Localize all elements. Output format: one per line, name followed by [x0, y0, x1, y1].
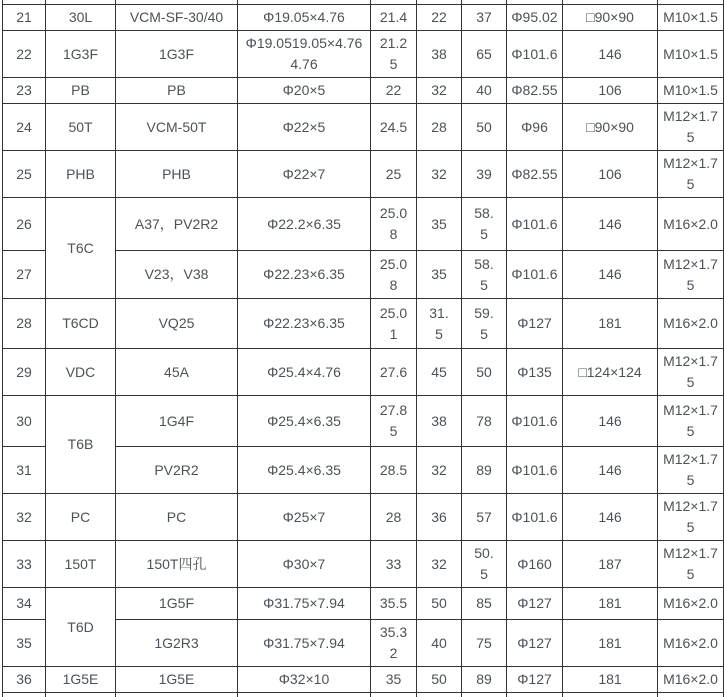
table-cell: 50.5 [462, 541, 507, 588]
table-row [3, 541, 724, 588]
table-cell: Φ25.4×6.35 [238, 396, 371, 447]
table-cell: 50 [417, 588, 462, 620]
table-cell: Φ127 [507, 667, 563, 693]
table-cell: 106 [563, 78, 658, 104]
table-row [3, 78, 724, 104]
table-cell: 106 [563, 151, 658, 198]
table-row [3, 349, 724, 396]
table-cell-empty [46, 693, 116, 697]
table-cell: Φ127 [507, 299, 563, 349]
table-cell: VCM-SF-30/40 [116, 5, 238, 31]
table-cell: Φ19.05×4.76 [238, 5, 371, 31]
table-cell: 35 [417, 198, 462, 251]
table-cell: M10×1.5 [658, 5, 724, 31]
table-cell: 28.5 [371, 447, 417, 494]
table-cell: 22 [3, 31, 46, 78]
table-cell: Φ101.6 [507, 251, 563, 299]
table-cell: Φ22.23×6.35 [238, 299, 371, 349]
table-cell: Φ160 [507, 541, 563, 588]
table-row [3, 396, 724, 447]
table-row [3, 494, 724, 541]
table-cell: Φ101.6 [507, 198, 563, 251]
table-cell: 27 [3, 251, 46, 299]
table-cell: 50 [462, 349, 507, 396]
table-cell: 37 [462, 5, 507, 31]
table-cell: 75 [462, 620, 507, 667]
table-cell: Φ127 [507, 620, 563, 667]
table-cell: M12×1.75 [658, 251, 724, 299]
table-cell: Φ19.0519.05×4.764.76 [238, 31, 371, 78]
table-cell: 28 [3, 299, 46, 349]
table-cell: 1G5F [116, 588, 238, 620]
table-cell: VQ25 [116, 299, 238, 349]
table-cell: 31.5 [417, 299, 462, 349]
table-cell: □124×124 [563, 349, 658, 396]
table-row [3, 31, 724, 78]
table-row [3, 198, 724, 251]
table-cell: 1G3F [46, 31, 116, 78]
table-cell: PC [46, 494, 116, 541]
table-cell: M16×2.0 [658, 198, 724, 251]
table-cell: M12×1.75 [658, 104, 724, 151]
table-cell: Φ22.23×6.35 [238, 251, 371, 299]
table-cell: Φ82.55 [507, 78, 563, 104]
table-cell: 21.25 [371, 31, 417, 78]
table-cell: T6D [46, 588, 116, 667]
table-cell: 38 [417, 396, 462, 447]
table-cell: 36 [417, 494, 462, 541]
table-cell-empty [417, 693, 462, 697]
table-cell: 25.08 [371, 251, 417, 299]
table-cell: 36 [3, 667, 46, 693]
table-cell: 26 [3, 198, 46, 251]
table-cell-empty [507, 693, 563, 697]
table-cell: 146 [563, 447, 658, 494]
table-cell: 28 [417, 104, 462, 151]
table-cell: Φ25.4×6.35 [238, 447, 371, 494]
table-cell: 38 [417, 31, 462, 78]
table-cell: 58.5 [462, 198, 507, 251]
table-cell: T6CD [46, 299, 116, 349]
table-cell: 24.5 [371, 104, 417, 151]
table-cell: M12×1.75 [658, 151, 724, 198]
table-cell: 30L [46, 5, 116, 31]
table-cell: 27.85 [371, 396, 417, 447]
table-cell: 1G5E [116, 667, 238, 693]
table-cell: 25 [3, 151, 46, 198]
table-cell-empty [3, 693, 46, 697]
table-cell: 150T [46, 541, 116, 588]
table-cell: Φ96 [507, 104, 563, 151]
table-cell: M10×1.5 [658, 78, 724, 104]
table-cell: 181 [563, 667, 658, 693]
table-cell: 35.32 [371, 620, 417, 667]
parts-spec-table [2, 0, 724, 697]
table-cell: 21 [3, 5, 46, 31]
table-cell: 24 [3, 104, 46, 151]
table-cell: 146 [563, 31, 658, 78]
table-cell: Φ31.75×7.94 [238, 620, 371, 667]
table-cell-empty [371, 693, 417, 697]
table-cell: M12×1.75 [658, 396, 724, 447]
table-cell: 187 [563, 541, 658, 588]
table-cell: 57 [462, 494, 507, 541]
table-cell: Φ135 [507, 349, 563, 396]
table-cell: 31 [3, 447, 46, 494]
table-cell-empty [238, 693, 371, 697]
table-cell: Φ101.6 [507, 447, 563, 494]
table-cell: 1G5E [46, 667, 116, 693]
table-cell: VCM-50T [116, 104, 238, 151]
table-cell: 146 [563, 251, 658, 299]
table-row [3, 667, 724, 693]
table-cell: 1G3F [116, 31, 238, 78]
table-cell: 85 [462, 588, 507, 620]
table-cell: Φ25×7 [238, 494, 371, 541]
table-cell: 58.5 [462, 251, 507, 299]
table-cell: 35 [417, 251, 462, 299]
table-cell: 40 [417, 620, 462, 667]
table-cell: M12×1.75 [658, 541, 724, 588]
table-cell: 181 [563, 620, 658, 667]
table-cell: 181 [563, 588, 658, 620]
table-cell: PC [116, 494, 238, 541]
table-cell: 21.4 [371, 5, 417, 31]
table-cell: 33 [3, 541, 46, 588]
table-cell: 32 [417, 541, 462, 588]
table-cell: 146 [563, 396, 658, 447]
table-cell-empty [658, 693, 724, 697]
table-cell: 32 [3, 494, 46, 541]
table-cell: Φ32×10 [238, 667, 371, 693]
table-row [3, 5, 724, 31]
table-cell: 30 [3, 396, 46, 447]
table-cell: M16×2.0 [658, 588, 724, 620]
table-cell: 50T [46, 104, 116, 151]
table-cell: PB [116, 78, 238, 104]
table-cell: 50 [417, 667, 462, 693]
table-cell: 146 [563, 494, 658, 541]
table-cell: T6C [46, 198, 116, 299]
table-cell: Φ25.4×4.76 [238, 349, 371, 396]
table-cell: 32 [417, 447, 462, 494]
table-cell: 22 [371, 78, 417, 104]
table-cell: 181 [563, 299, 658, 349]
table-cell: Φ95.02 [507, 5, 563, 31]
table-cell: 35 [371, 667, 417, 693]
table-cell: 32 [417, 151, 462, 198]
table-cell: M12×1.75 [658, 494, 724, 541]
table-cell: 89 [462, 447, 507, 494]
table-cell: Φ101.6 [507, 31, 563, 78]
table-cell: 40 [462, 78, 507, 104]
table-row [3, 104, 724, 151]
table-cell: M16×2.0 [658, 620, 724, 667]
table-cell: M12×1.75 [658, 447, 724, 494]
table-body [3, 0, 724, 697]
table-row [3, 299, 724, 349]
table-cell: Φ127 [507, 588, 563, 620]
table-cell: PV2R2 [116, 447, 238, 494]
table-cell: 1G2R3 [116, 620, 238, 667]
table-cell: Φ22×5 [238, 104, 371, 151]
table-cell: 78 [462, 396, 507, 447]
table-cell: 65 [462, 31, 507, 78]
table-cell: T6B [46, 396, 116, 494]
table-cell: Φ22.2×6.35 [238, 198, 371, 251]
table-cell: PHB [116, 151, 238, 198]
table-cell: Φ20×5 [238, 78, 371, 104]
table-cell: □90×90 [563, 104, 658, 151]
table-cell: 29 [3, 349, 46, 396]
partial-row [3, 693, 724, 697]
table-cell: 22 [417, 5, 462, 31]
table-row [3, 151, 724, 198]
table-cell: 25.08 [371, 198, 417, 251]
table-cell: M16×2.0 [658, 667, 724, 693]
table-cell: 150T四孔 [116, 541, 238, 588]
table-cell-empty [116, 693, 238, 697]
table-cell: 34 [3, 588, 46, 620]
table-cell: 33 [371, 541, 417, 588]
table-cell: V23，V38 [116, 251, 238, 299]
table-cell: PHB [46, 151, 116, 198]
table-cell: M10×1.5 [658, 31, 724, 78]
table-cell: Φ101.6 [507, 494, 563, 541]
table-cell: 27.6 [371, 349, 417, 396]
table-cell: M12×1.75 [658, 349, 724, 396]
table-cell: 32 [417, 78, 462, 104]
table-cell: PB [46, 78, 116, 104]
table-cell: 39 [462, 151, 507, 198]
table-cell: 45 [417, 349, 462, 396]
table-cell: 1G4F [116, 396, 238, 447]
table-cell: 146 [563, 198, 658, 251]
table-cell: 25 [371, 151, 417, 198]
table-cell: □90×90 [563, 5, 658, 31]
table-cell: 23 [3, 78, 46, 104]
table-cell: 28 [371, 494, 417, 541]
table-cell-empty [462, 693, 507, 697]
table-cell: 25.01 [371, 299, 417, 349]
table-cell: A37，PV2R2 [116, 198, 238, 251]
table-cell: 59.5 [462, 299, 507, 349]
table-cell: Φ101.6 [507, 396, 563, 447]
table-cell: Φ22×7 [238, 151, 371, 198]
table-row [3, 588, 724, 620]
table-cell: Φ31.75×7.94 [238, 588, 371, 620]
table-cell: 35 [3, 620, 46, 667]
table-cell: Φ82.55 [507, 151, 563, 198]
table-cell: 89 [462, 667, 507, 693]
table-cell: M16×2.0 [658, 299, 724, 349]
table-cell: VDC [46, 349, 116, 396]
table-cell: 50 [462, 104, 507, 151]
table-cell: 35.5 [371, 588, 417, 620]
table-cell-empty [563, 693, 658, 697]
table-cell: Φ30×7 [238, 541, 371, 588]
table-cell: 45A [116, 349, 238, 396]
